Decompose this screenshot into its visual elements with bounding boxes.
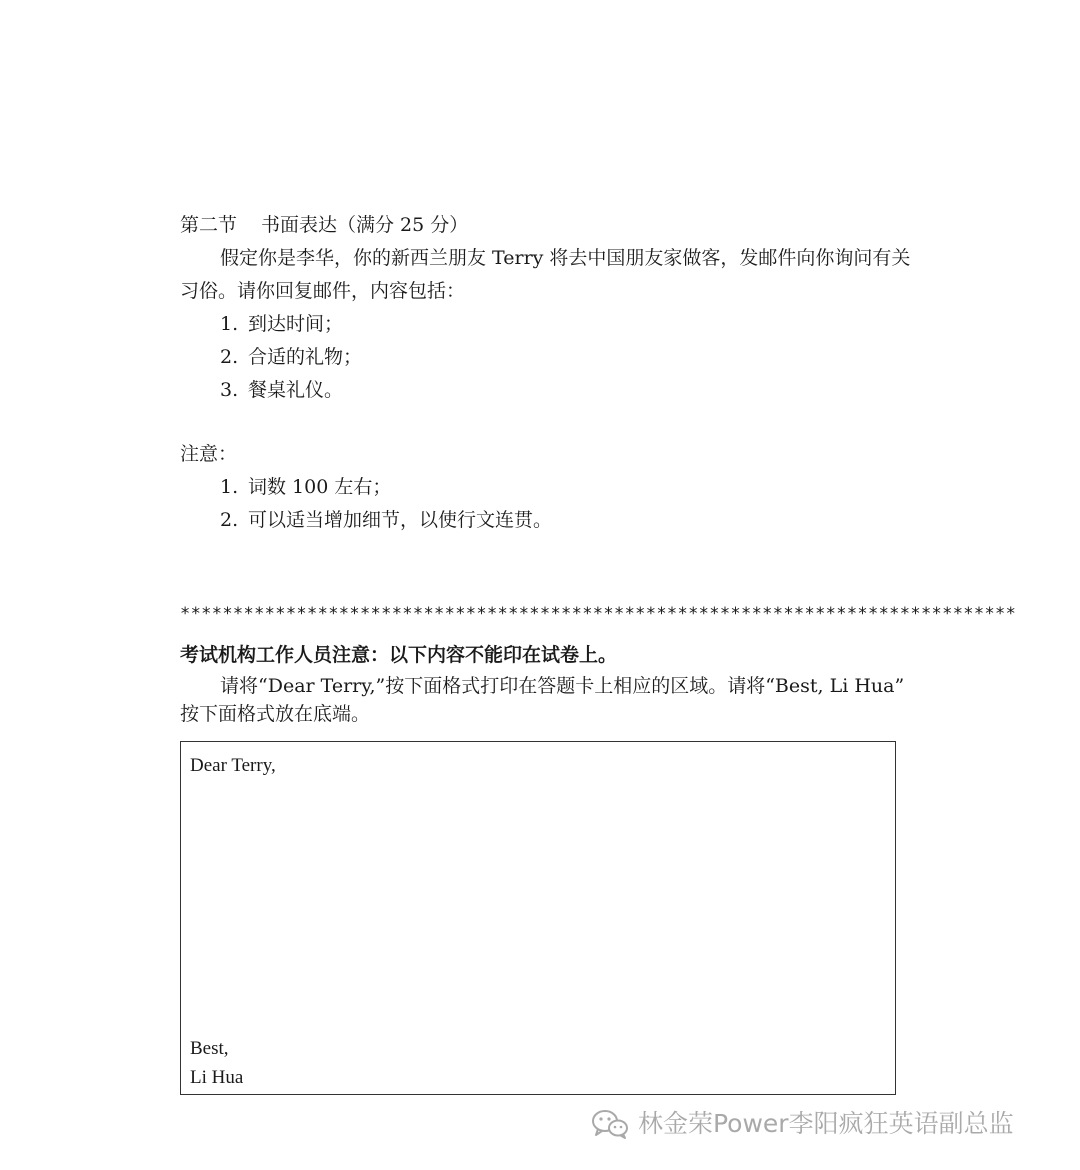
letter-greeting: Dear Terry, bbox=[190, 755, 276, 776]
staff-notice: 考试机构工作人员注意：以下内容不能印在试卷上。 bbox=[180, 644, 618, 666]
content-item-text: 合适的礼物； bbox=[248, 346, 363, 368]
content-item bbox=[220, 345, 362, 369]
letter-closing: Best, bbox=[190, 1038, 229, 1059]
section-heading: 书面表达（满分 25 分） bbox=[261, 214, 469, 236]
prompt-line-2: 习俗。请你回复邮件，内容包括： bbox=[180, 280, 466, 302]
content-item-number: 1. bbox=[220, 313, 239, 335]
instruction-line-2: 按下面格式放在底端。 bbox=[180, 703, 371, 725]
letter-signature: Li Hua bbox=[190, 1067, 244, 1088]
content-item-text: 到达时间； bbox=[248, 313, 344, 335]
asterisk-separator: ******************************************************************************* bbox=[180, 604, 1017, 624]
watermark bbox=[590, 1104, 1060, 1144]
prompt-line-1: 假定你是李华，你的新西兰朋友 Terry 将去中国朋友家做客，发邮件向你询问有关 bbox=[220, 247, 911, 269]
section-label: 第二节 bbox=[180, 214, 238, 236]
section-title bbox=[180, 213, 468, 237]
letter-template-box bbox=[180, 741, 896, 1095]
content-item-text: 餐桌礼仪。 bbox=[248, 379, 344, 401]
content-item bbox=[220, 378, 343, 402]
watermark-text: 林金荣Power李阳疯狂英语副总监 bbox=[638, 1109, 1014, 1138]
note-item-number: 2. bbox=[220, 509, 239, 531]
content-item-number: 3. bbox=[220, 379, 239, 401]
content-item-number: 2. bbox=[220, 346, 239, 368]
instruction-line-1: 请将“Dear Terry,”按下面格式打印在答题卡上相应的区域。请将“Best, Li Hua” bbox=[220, 675, 905, 697]
note-item-text: 可以适当增加细节，以使行文连贯。 bbox=[248, 509, 553, 531]
content-item bbox=[220, 312, 343, 336]
note-item-text: 词数 100 左右； bbox=[248, 476, 392, 498]
note-item bbox=[220, 508, 552, 532]
note-item bbox=[220, 475, 391, 499]
note-item-number: 1. bbox=[220, 476, 239, 498]
wechat-icon bbox=[590, 1108, 630, 1140]
notes-label: 注意： bbox=[180, 443, 238, 465]
